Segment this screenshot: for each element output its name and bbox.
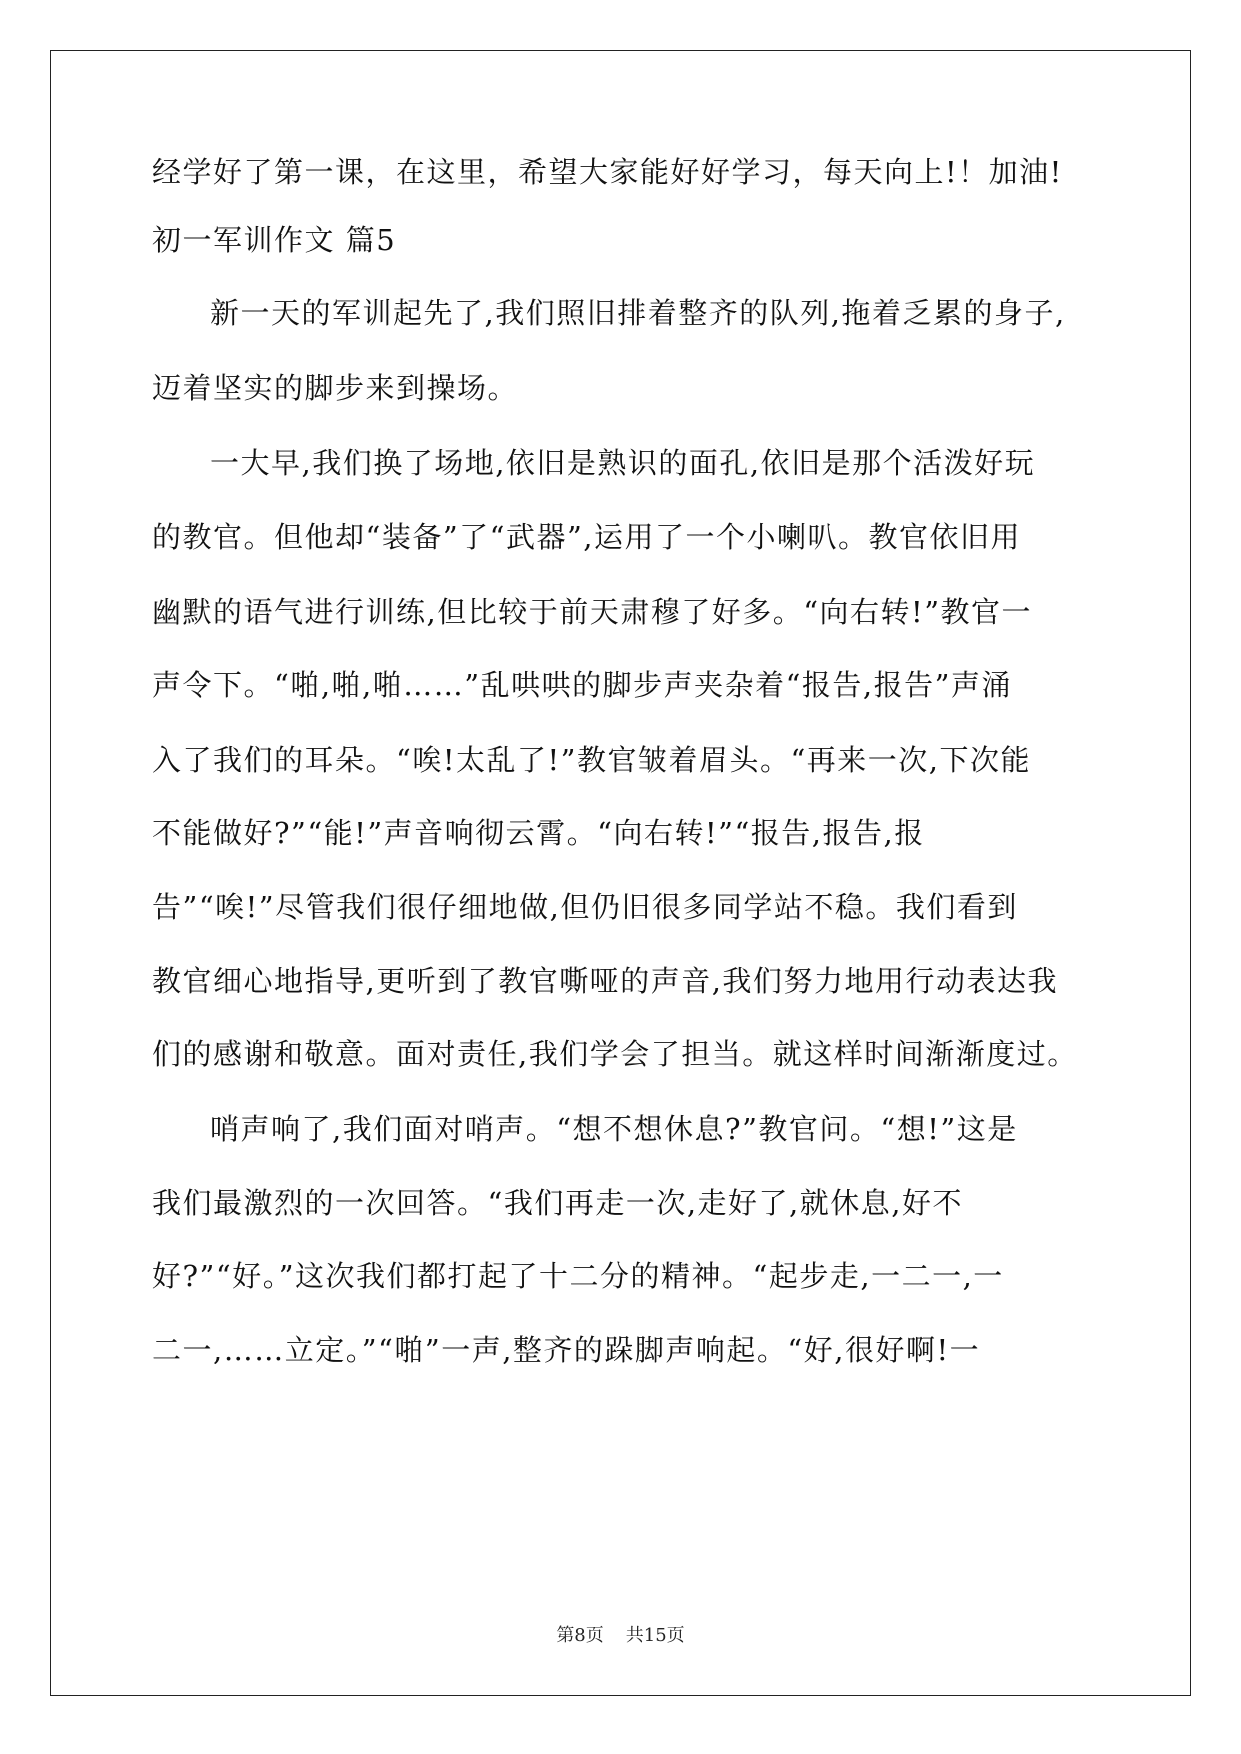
text-line-6: 的教官。但他却“装备”了“武器”,运用了一个小喇叭。教官依旧用 [152, 520, 1022, 554]
text-line-11: 告”“唉!”尽管我们很仔细地做,但仍旧很多同学站不稳。我们看到 [152, 890, 1018, 924]
text-line-15: 我们最激烈的一次回答。“我们再走一次,走好了,就休息,好不 [152, 1186, 963, 1220]
section-heading: 初一军训作文 篇5 [152, 223, 397, 257]
text-line-17: 二一,……立定。”“啪”一声,整齐的跺脚声响起。“好,很好啊!一 [152, 1333, 981, 1367]
text-line-4: 迈着坚实的脚步来到操场。 [152, 371, 519, 405]
page-total: 共15页 [625, 1625, 685, 1646]
text-line-1: 经学好了第一课，在这里，希望大家能好好学习，每天向上!！加油! [152, 155, 1063, 189]
text-line-8: 声令下。“啪,啪,啪……”乱哄哄的脚步声夹杂着“报告,报告”声涌 [152, 668, 1012, 702]
text-line-5: 一大早,我们换了场地,依旧是熟识的面孔,依旧是那个活泼好玩 [210, 446, 1036, 480]
page-footer [0, 1624, 1241, 1648]
text-line-12: 教官细心地指导,更听到了教官嘶哑的声音,我们努力地用行动表达我 [152, 964, 1058, 998]
text-line-10: 不能做好?”“能!”声音响彻云霄。“向右转!”“报告,报告,报 [152, 816, 925, 850]
text-line-3: 新一天的军训起先了,我们照旧排着整齐的队列,拖着乏累的身子, [210, 296, 1066, 330]
page-number: 第8页 [556, 1625, 604, 1646]
text-line-16: 好?”“好。”这次我们都打起了十二分的精神。“起步走,一二一,一 [152, 1259, 1004, 1293]
text-line-13: 们的感谢和敬意。面对责任,我们学会了担当。就这样时间渐渐度过。 [152, 1037, 1078, 1071]
text-line-14: 哨声响了,我们面对哨声。“想不想休息?”教官问。“想!”这是 [210, 1112, 1018, 1146]
text-line-7: 幽默的语气进行训练,但比较于前天肃穆了好多。“向右转!”教官一 [152, 595, 1033, 629]
text-line-9: 入了我们的耳朵。“唉!太乱了!”教官皱着眉头。“再来一次,下次能 [152, 743, 1032, 777]
